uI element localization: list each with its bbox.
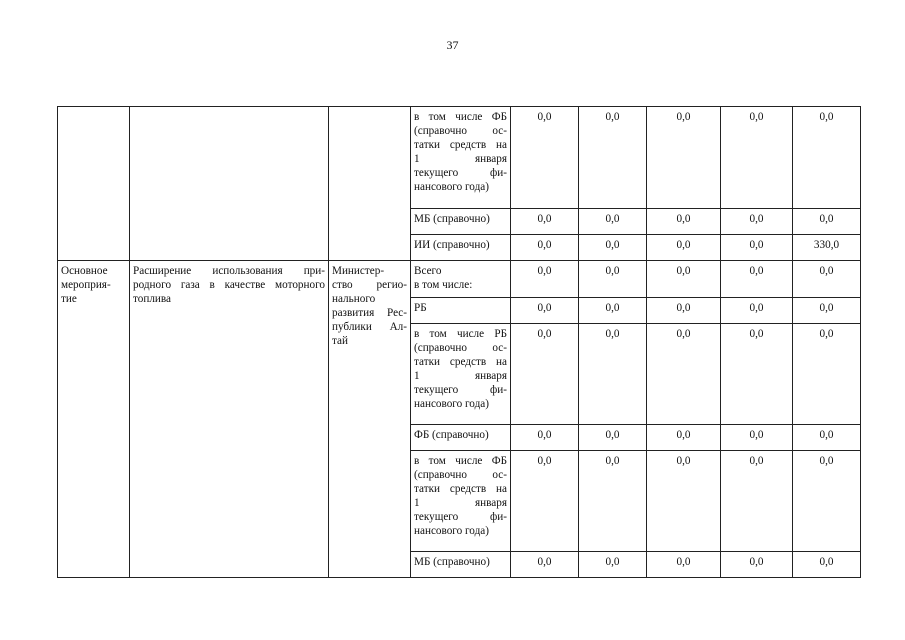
value-cell: 0,0 <box>511 261 579 298</box>
value-cell: 0,0 <box>579 451 647 552</box>
value-cell: 330,0 <box>793 235 861 261</box>
value-cell: 0,0 <box>647 261 721 298</box>
value-cell: 0,0 <box>579 552 647 578</box>
value-cell: 0,0 <box>511 107 579 209</box>
value-cell: 0,0 <box>647 425 721 451</box>
table-row <box>58 261 861 298</box>
value-cell: 0,0 <box>579 425 647 451</box>
executor-cell-empty <box>329 107 411 261</box>
value-cell: 0,0 <box>793 425 861 451</box>
value-cell: 0,0 <box>793 552 861 578</box>
description-cell: Расширение использования при- родного газа в качестве моторного топлива <box>130 261 329 578</box>
value-cell: 0,0 <box>647 107 721 209</box>
value-cell: 0,0 <box>647 451 721 552</box>
funding-source-cell: в том числе РБ (справочно ос- татки средств на 1 января текущего фи- нансового года) <box>411 324 511 425</box>
value-cell: 0,0 <box>721 552 793 578</box>
value-cell: 0,0 <box>647 552 721 578</box>
funding-source-cell: ИИ (справочно) <box>411 235 511 261</box>
executor-cell: Министер- ство регио- нального развития Рес- публики Ал- тай <box>329 261 411 578</box>
value-cell: 0,0 <box>511 209 579 235</box>
value-cell: 0,0 <box>579 209 647 235</box>
funding-source-cell: МБ (справочно) <box>411 209 511 235</box>
value-cell: 0,0 <box>579 107 647 209</box>
funding-source-cell: МБ (справочно) <box>411 552 511 578</box>
funding-source-cell: РБ <box>411 298 511 324</box>
value-cell: 0,0 <box>579 261 647 298</box>
value-cell: 0,0 <box>793 298 861 324</box>
value-cell: 0,0 <box>721 451 793 552</box>
funding-source-cell: в том числе ФБ (справочно ос- татки средств на 1 января текущего фи- нансового года) <box>411 107 511 209</box>
value-cell: 0,0 <box>721 261 793 298</box>
value-cell: 0,0 <box>511 451 579 552</box>
value-cell: 0,0 <box>511 425 579 451</box>
value-cell: 0,0 <box>511 324 579 425</box>
value-cell: 0,0 <box>793 324 861 425</box>
value-cell: 0,0 <box>579 324 647 425</box>
value-cell: 0,0 <box>511 298 579 324</box>
value-cell: 0,0 <box>579 235 647 261</box>
value-cell: 0,0 <box>647 235 721 261</box>
description-cell-empty <box>130 107 329 261</box>
value-cell: 0,0 <box>721 235 793 261</box>
funding-source-cell: Всего в том числе: <box>411 261 511 298</box>
value-cell: 0,0 <box>647 324 721 425</box>
value-cell: 0,0 <box>793 107 861 209</box>
table-row <box>58 107 861 209</box>
value-cell: 0,0 <box>721 209 793 235</box>
value-cell: 0,0 <box>721 107 793 209</box>
activity-cell: Основное мероприя- тие <box>58 261 130 578</box>
funding-source-cell: ФБ (справочно) <box>411 425 511 451</box>
activity-cell-empty <box>58 107 130 261</box>
value-cell: 0,0 <box>721 298 793 324</box>
value-cell: 0,0 <box>721 324 793 425</box>
value-cell: 0,0 <box>511 552 579 578</box>
value-cell: 0,0 <box>793 451 861 552</box>
value-cell: 0,0 <box>647 298 721 324</box>
value-cell: 0,0 <box>793 209 861 235</box>
budget-table <box>57 106 861 578</box>
value-cell: 0,0 <box>579 298 647 324</box>
value-cell: 0,0 <box>721 425 793 451</box>
value-cell: 0,0 <box>793 261 861 298</box>
funding-source-cell: в том числе ФБ (справочно ос- татки средств на 1 января текущего фи- нансового года) <box>411 451 511 552</box>
page-number: 37 <box>446 38 459 52</box>
value-cell: 0,0 <box>511 235 579 261</box>
value-cell: 0,0 <box>647 209 721 235</box>
